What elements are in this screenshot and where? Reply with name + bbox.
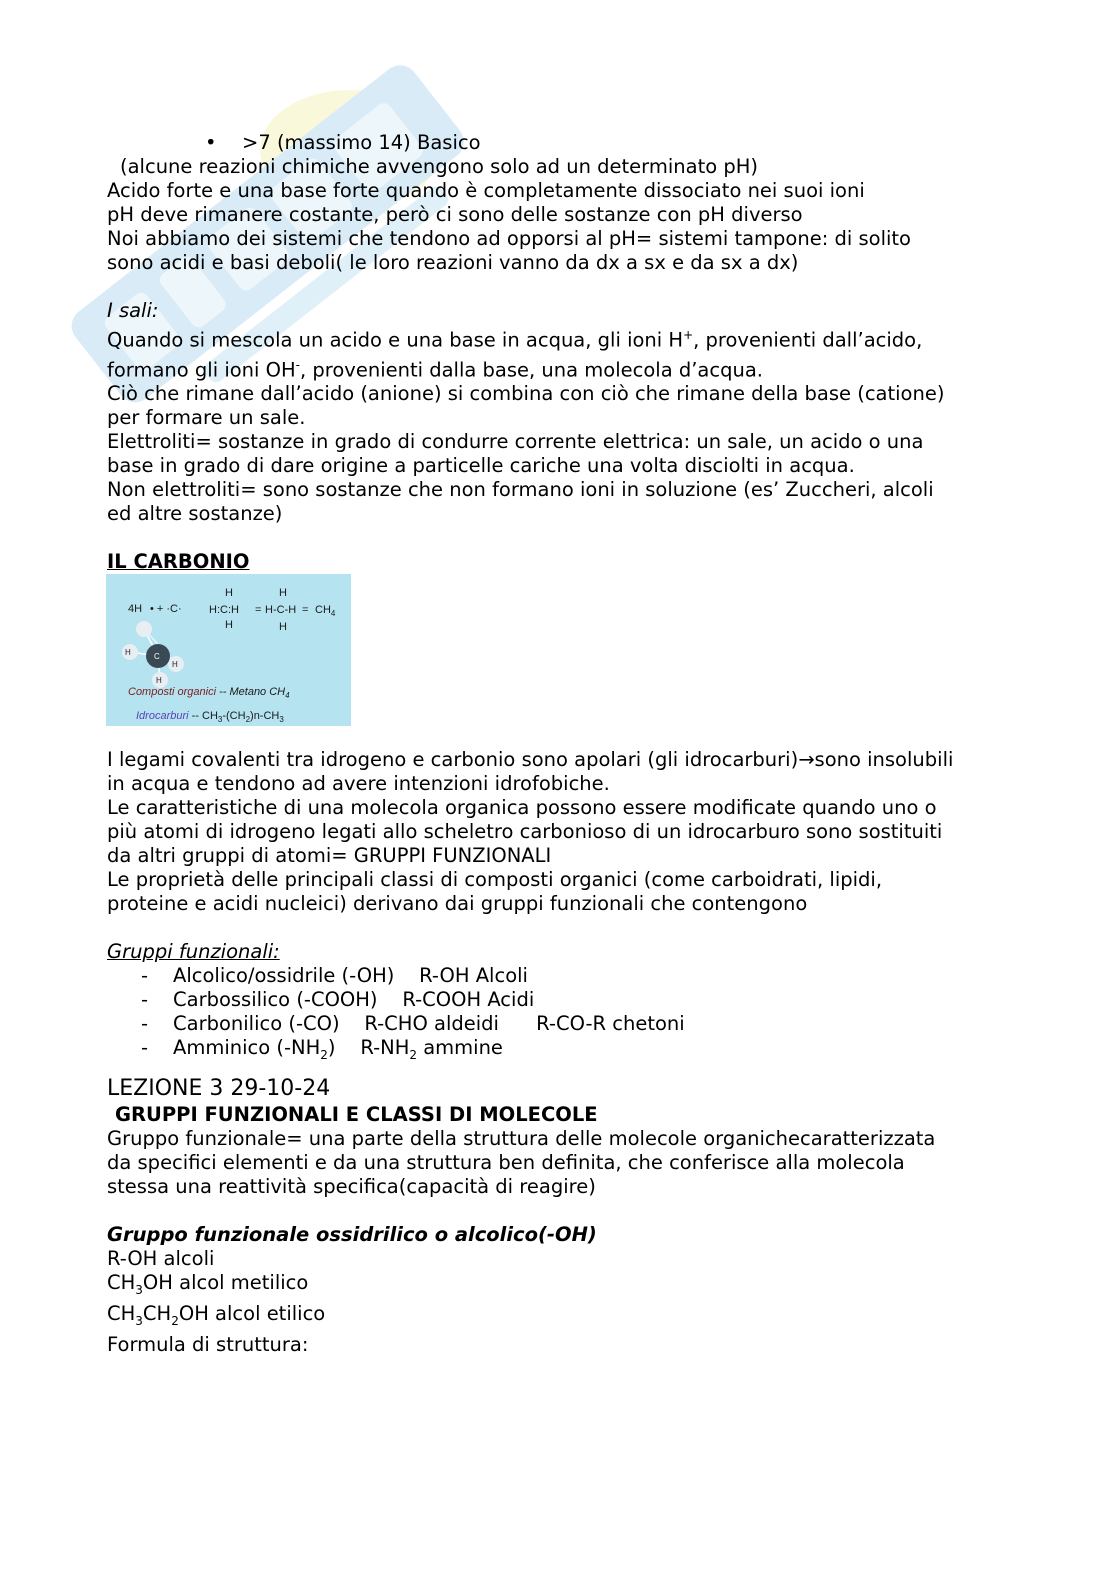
fig-lewis-h-bottom: H (225, 619, 233, 631)
fig-plus-c: • + ·C· (150, 603, 182, 615)
bullet-text: >7 (massimo 14) Basico (242, 131, 481, 154)
carbonio-line: in acqua e tendono ad avere intenzioni idrofobiche. (107, 772, 610, 795)
fig-eq-1: = (255, 604, 262, 616)
intro-line: sono acidi e basi deboli( le loro reazioni vanno da dx a sx e da sx a dx) (107, 251, 799, 274)
intro-line: Noi abbiamo dei sistemi che tendono ad opporsi al pH= sistemi tampone: di solito (107, 227, 911, 250)
bullet-dot: • (205, 131, 217, 154)
fig-caption-composti: Composti organici -- Metano $CH_4$ (128, 686, 290, 700)
carbonio-line: I legami covalenti tra idrogeno e carbonio sono apolari (gli idrocarburi)→sono insolubili (107, 748, 954, 771)
carbonio-line: più atomi di idrogeno legati allo scheletro carbonioso di un idrocarburo sono sostituiti (107, 820, 943, 843)
sali-line: Non elettroliti= sono sostanze che non formano ioni in soluzione (es’ Zuccheri, alcoli (107, 478, 934, 501)
fig-ch4: $CH_4$ (315, 604, 336, 618)
lesson-subtitle: GRUPPI FUNZIONALI E CLASSI DI MOLECOLE (115, 1102, 598, 1126)
svg-text:H: H (125, 648, 131, 657)
fig-struct-mid: H-C-H (265, 604, 297, 616)
gruppi-heading: Gruppi funzionali: (107, 940, 280, 963)
arrow-icon: → (798, 748, 815, 771)
sali-line: Elettroliti= sostanze in grado di condurre corrente elettrica: un sale, un acido o una (107, 430, 924, 453)
ossidrilico-line: Formula di struttura: (107, 1332, 309, 1356)
fig-struct-h-top: H (279, 587, 287, 599)
lesson-line: stessa una reattività specifica(capacità di reagire) (107, 1174, 596, 1198)
ossidrilico-line: $CH_3CH_2OH$ alcol etilico (107, 1301, 326, 1328)
sali-line: base in grado di dare origine a particelle cariche una volta disciolti in acqua. (107, 454, 855, 477)
svg-text:H: H (156, 676, 162, 685)
fig-lewis-h-top: H (225, 587, 233, 599)
intro-line: pH deve rimanere costante, però ci sono delle sostanze con pH diverso (107, 203, 803, 226)
svg-text:H: H (172, 660, 178, 669)
sali-line: ed altre sostanze) (107, 502, 283, 525)
sali-line: Quando si mescola un acido e una base in acqua, gli ioni H+, provenienti dall’acido, (107, 328, 923, 352)
ossidrilico-heading: Gruppo funzionale ossidrilico o alcolico(-OH) (107, 1222, 597, 1246)
fig-lewis-mid: H:C:H (209, 604, 239, 616)
lesson-title: LEZIONE 3 29-10-24 (107, 1075, 331, 1101)
ossidrilico-line: R-OH alcoli (107, 1246, 215, 1270)
svg-text:C: C (154, 652, 160, 661)
fig-eq-2: = (302, 604, 309, 616)
methane-figure (106, 574, 351, 726)
sali-line: formano gli ioni OH-, provenienti dalla base, una molecola d’acqua. (107, 357, 763, 381)
carbonio-line: da altri gruppi di atomi= GRUPPI FUNZIONALI (107, 844, 552, 867)
sali-heading: I sali: (107, 299, 159, 322)
gruppi-item: - Alcolico/ossidrile (-OH) R-OH Alcoli (141, 964, 528, 987)
carbonio-line: proteine e acidi nucleici) derivano dai gruppi funzionali che contengono (107, 892, 808, 915)
lesson-line: da specifici elementi e da una struttura ben definita, che conferisce alla molecola (107, 1150, 905, 1174)
fig-caption-idrocarburi: Idrocarburi -- $CH_3-(CH_2)n-CH_3$ (136, 710, 284, 724)
intro-line: Acido forte e una base forte quando è completamente dissociato nei suoi ioni (107, 179, 865, 202)
carbonio-line: Le caratteristiche di una molecola organica possono essere modificate quando uno o (107, 796, 937, 819)
gruppi-item: - Carbossilico (-COOH) R-COOH Acidi (141, 988, 535, 1011)
document-page (107, 131, 1007, 1357)
ossidrilico-line: $CH_3OH$ alcol metilico (107, 1270, 309, 1297)
bullet-basico (107, 131, 1007, 155)
intro-line: (alcune reazioni chimiche avvengono solo ad un determinato pH) (120, 155, 758, 178)
gruppi-item: - Amminico $(-NH_2)$ $R-NH_2$ ammine (141, 1036, 503, 1062)
lesson-line: Gruppo funzionale= una parte della struttura delle molecole organichecaratterizzata (107, 1126, 936, 1150)
carbonio-line: Le proprietà delle principali classi di composti organici (come carboidrati, lipidi, (107, 868, 883, 891)
carbonio-heading: IL CARBONIO (107, 550, 250, 573)
fig-4h: 4H (128, 603, 143, 615)
fig-struct-h-bottom: H (279, 621, 287, 633)
gruppi-item: - Carbonilico (-CO) R-CHO aldeidi R-CO-R chetoni (141, 1012, 685, 1035)
sali-line: per formare un sale. (107, 406, 306, 429)
sali-line: Ciò che rimane dall’acido (anione) si combina con ciò che rimane della base (catione) (107, 382, 945, 405)
